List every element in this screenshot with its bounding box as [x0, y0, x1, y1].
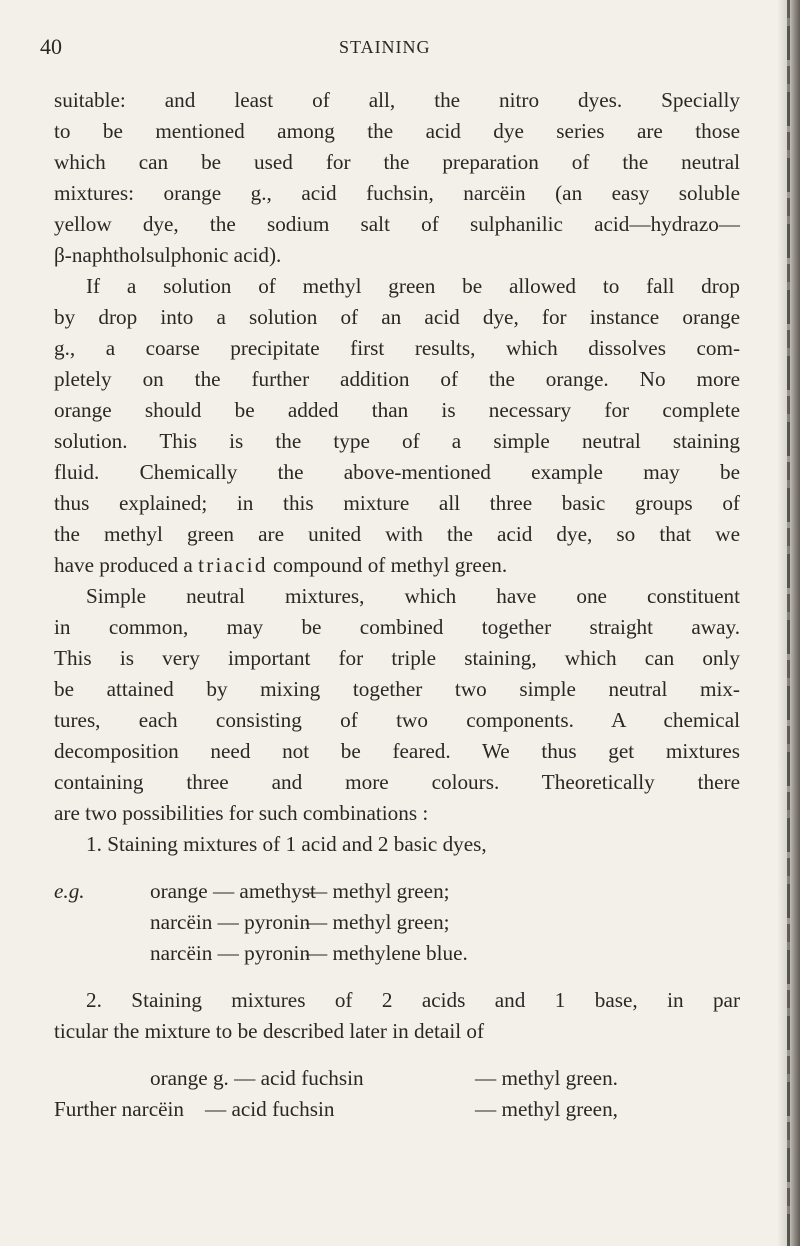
example-cell: — methylene blue. — [306, 941, 468, 965]
page-number: 40 — [40, 34, 62, 59]
text-line: decomposition need not be feared. We thus get mixtures — [54, 739, 740, 763]
text-run: compound of methyl green. — [272, 553, 508, 577]
example-cell: — methyl green; — [306, 879, 450, 903]
text-line: solution. This is the type of a simple neutral staining — [54, 429, 740, 453]
text-line: the methyl green are united with the acid dye, so that we — [54, 522, 740, 546]
text-line: containing three and more colours. Theoretically there — [54, 770, 740, 794]
text-line: Simple neutral mixtures, which have one constituent — [86, 584, 740, 608]
example-cell: Further narcëin — [54, 1097, 185, 1121]
text-line: by drop into a solution of an acid dye, for instance orange — [54, 305, 740, 329]
text-line: 2. Staining mixtures of 2 acids and 1 base, in par — [86, 988, 740, 1012]
text-line: suitable: and least of all, the nitro dyes. Specially — [54, 88, 740, 112]
text-line: be attained by mixing together two simple neutral mix- — [54, 677, 740, 701]
text-line: This is very important for triple staining, which can only — [54, 646, 740, 670]
text-line — [54, 555, 740, 576]
list-item-1: 1. Staining mixtures of 1 acid and 2 basic dyes, — [86, 832, 487, 856]
text-line: fluid. Chemically the above-mentioned example may be — [54, 460, 740, 484]
example-cell: orange g. — acid fuchsin — [150, 1066, 364, 1090]
example-cell: orange — amethyst — [150, 879, 316, 903]
eg-label: e.g. — [54, 879, 85, 903]
text-line: ticular the mixture to be described later in detail of — [54, 1019, 485, 1043]
page-header — [0, 34, 780, 64]
example-cell: narcëin — pyronin — [150, 941, 311, 965]
text-line: thus explained; in this mixture all three basic groups of — [54, 491, 740, 515]
text-line: in common, may be combined together straight away. — [54, 615, 740, 639]
text-line: If a solution of methyl green be allowed to fall drop — [86, 274, 740, 298]
text-line: orange should be added than is necessary for complete — [54, 398, 740, 422]
text-line: pletely on the further addition of the orange. No more — [54, 367, 740, 391]
example-cell: — methyl green; — [306, 910, 450, 934]
example-cell: — methyl green. — [475, 1066, 618, 1090]
text-line: yellow dye, the sodium salt of sulphanilic acid—hydrazo— — [54, 212, 740, 236]
example-cell: — methyl green, — [475, 1097, 618, 1121]
text-line: β-naphtholsulphonic acid). — [54, 243, 282, 267]
text-line: tures, each consisting of two components. A chemical — [54, 708, 740, 732]
example-cell: — acid fuchsin — [205, 1097, 335, 1121]
page-edge-shadow — [787, 0, 790, 1246]
text-line: to be mentioned among the acid dye series are those — [54, 119, 740, 143]
text-line: mixtures: orange g., acid fuchsin, narcëin (an easy soluble — [54, 181, 740, 205]
text-line: which can be used for the preparation of the neutral — [54, 150, 740, 174]
text-line: g., a coarse precipitate first results, which dissolves com- — [54, 336, 740, 360]
text-line: are two possibilities for such combinations : — [54, 801, 429, 825]
running-head: STAINING — [339, 37, 431, 57]
example-cell: narcëin — pyronin — [150, 910, 311, 934]
text-run: have produced a — [54, 553, 193, 577]
spaced-emphasis: triacid — [198, 553, 268, 577]
